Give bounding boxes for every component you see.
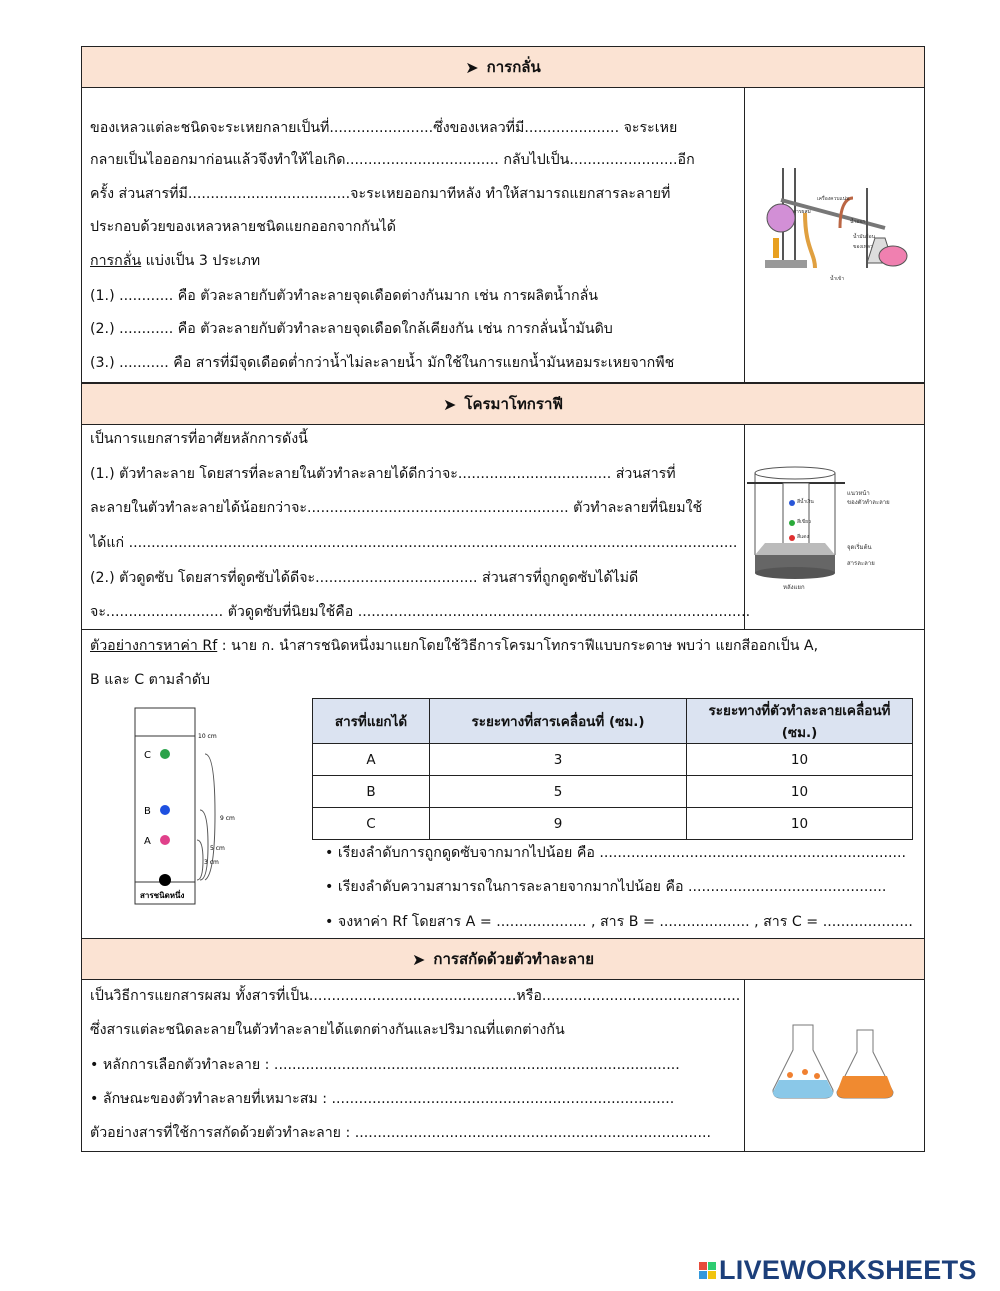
question-line: • จงหาค่า Rf โดยสาร A = .................... , สาร B = .................... , สาร C = .................... (325, 914, 913, 930)
spot-a (160, 835, 170, 845)
text-line: จะ.......................... ตัวดูดซับที่นิยมใช้คือ ....................................................................................... (90, 604, 751, 620)
section-header-extraction (81, 938, 925, 980)
extraction-box (81, 979, 925, 1152)
text-line: ซึ่งสารแต่ละชนิดละลายในตัวทำละลายได้แตกต่างกันและปริมาณที่แตกต่างกัน (90, 1022, 565, 1038)
chromatography-text (82, 425, 751, 629)
section-header-chromatography (81, 383, 925, 425)
distillation-heading: การกลั่น (486, 58, 541, 76)
svg-text:สีเขียว: สีเขียว (797, 519, 811, 525)
svg-text:จุดเริ่มต้น: จุดเริ่มต้น (847, 544, 872, 551)
svg-text:A: A (144, 836, 151, 847)
table-cell: C (313, 808, 430, 840)
logo-squares-icon (699, 1262, 716, 1279)
svg-text:สีแดง: สีแดง (797, 534, 809, 540)
logo-square (699, 1271, 707, 1279)
extraction-heading: การสกัดด้วยตัวทำละลาย (433, 950, 595, 968)
svg-text:เครื่องควบแน่น: เครื่องควบแน่น (817, 196, 850, 202)
logo-square (708, 1262, 716, 1270)
logo-square (708, 1271, 716, 1279)
rf-intro-line-2: B และ C ตามลำดับ (90, 672, 211, 688)
distillation-box (81, 87, 925, 383)
brand-name: LIVEWORKSHEETS (719, 1255, 977, 1285)
extraction-figure (745, 980, 924, 1151)
text-line: ได้แก่ ....................................................................................................................................... (90, 535, 738, 551)
table-cell: 10 (687, 808, 913, 840)
text-line: (1.) ตัวทำละลาย โดยสารที่ละลายในตัวทำละลายได้ดีกว่าจะ.................................. ส่วนสารที่ (90, 466, 676, 482)
arrow-icon: ➤ (443, 394, 457, 414)
svg-text:สีน้ำเงิน: สีน้ำเงิน (797, 499, 814, 505)
text-line: (2.) ตัวดูดซับ โดยสารที่ดูดซับได้ดีจะ.................................... ส่วนสารที่ถูกดูดซับได้ไม่ดี (90, 570, 639, 586)
liveworksheets-logo (699, 1255, 977, 1286)
svg-text:ของตัวทำละลาย: ของตัวทำละลาย (847, 499, 890, 506)
svg-text:10 cm: 10 cm (198, 733, 217, 740)
spot-b (160, 805, 170, 815)
table-row (313, 744, 913, 776)
table-row (313, 808, 913, 840)
svg-text:9 cm: 9 cm (220, 815, 235, 822)
distillation-text (82, 88, 745, 382)
rf-intro-line (90, 636, 818, 656)
paper-strip-figure (130, 704, 270, 914)
svg-text:แนวหน้า: แนวหน้า (847, 490, 870, 497)
svg-text:น้ำมันร้อน: น้ำมันร้อน (853, 234, 876, 240)
text-line: ตัวอย่างสารที่ใช้การสกัดด้วยตัวทำละลาย : ............................................................................... (90, 1125, 712, 1141)
rf-table (312, 698, 913, 840)
svg-text:3 cm: 3 cm (204, 859, 219, 866)
spot-c (160, 749, 170, 759)
table-header: สารที่แยกได้ (313, 699, 430, 744)
table-header: ระยะทางที่ตัวทำละลายเคลื่อนที่ (ซม.) (687, 699, 913, 744)
svg-text:น้ำเข้า: น้ำเข้า (830, 276, 845, 282)
type-item: (2.) ............ คือ ตัวละลายกับตัวทำละลายจุดเดือดใกล้เคียงกัน เช่น การกลั่นน้ำมันดิบ (90, 321, 613, 337)
svg-text:สารผสม: สารผสม (793, 209, 811, 215)
question-line: • เรียงลำดับการถูกดูดซับจากมากไปน้อย คือ .................................................................... (325, 845, 907, 861)
section-header-distillation (81, 46, 925, 88)
distillation-figure (745, 88, 924, 382)
text-line: ประกอบด้วยของเหลวหลายชนิดแยกออกจากกันได้ (90, 219, 396, 235)
text-line: ครั้ง ส่วนสารที่มี....................................จะระเหยออกมาทีหลัง ทำให้สามารถแยกสารละลายที่ (90, 186, 671, 202)
type-item: (1.) ............ คือ ตัวละลายกับตัวทำละลายจุดเดือดต่างกันมาก เช่น การผลิตน้ำกลั่น (90, 288, 598, 304)
type-item: (3.) ........... คือ สารที่มีจุดเดือดต่ำกว่าน้ำไม่ละลายน้ำ มักใช้ในการแยกน้ำมันหอมระเหยจากพืช (90, 355, 675, 371)
table-cell: 3 (430, 744, 687, 776)
table-header: ระยะทางที่สารเคลื่อนที่ (ซม.) (430, 699, 687, 744)
question-line: • เรียงลำดับความสามารถในการละลายจากมากไปน้อย คือ ............................................ (325, 879, 887, 895)
text-line: • ลักษณะของตัวทำละลายที่เหมาะสม : ............................................................................ (90, 1091, 675, 1107)
chromatography-box (81, 424, 925, 630)
flask-extraction-icon (745, 980, 923, 1151)
distillation-apparatus-icon (745, 88, 923, 382)
chromatography-apparatus-icon (745, 425, 923, 629)
arrow-icon: ➤ (411, 949, 426, 969)
svg-text:น้ำออก: น้ำออก (850, 219, 866, 225)
text-line: ละลายในตัวทำละลายได้น้อยกว่าจะ.......................................................... ตัวทำละลายที่นิยมใช้ (90, 500, 703, 516)
table-header-row (313, 699, 913, 744)
text-line: กลายเป็นไอออกมาก่อนแล้วจึงทำให้ไอเกิด.................................. กลับไปเป็น........................อีก (90, 152, 695, 168)
chromatography-heading: โครมาโทกราฟี (464, 395, 563, 413)
arrow-icon: ➤ (465, 57, 479, 77)
svg-text:สารละลาย: สารละลาย (847, 560, 875, 567)
table-cell: 5 (430, 776, 687, 808)
table-cell: 10 (687, 776, 913, 808)
extraction-text (82, 980, 745, 1151)
rf-intro-rest: : นาย ก. นำสารชนิดหนึ่งมาแยกโดยใช้วิธีการโครมาโทกราฟีแบบกระดาษ พบว่า แยกสีออกเป็น A, (217, 638, 819, 654)
table-cell: 10 (687, 744, 913, 776)
rf-example-box (81, 629, 925, 939)
svg-text:C: C (144, 750, 151, 761)
svg-text:5 cm: 5 cm (210, 845, 225, 852)
text-line: ของเหลวแต่ละชนิดจะระเหยกลายเป็นที่.......................ซึ่งของเหลวที่มี..................... จะระเหย (90, 120, 678, 136)
table-row (313, 776, 913, 808)
text-line: เป็นวิธีการแยกสารผสม ทั้งสารที่เป็น..............................................หรือ............................................ (90, 988, 741, 1004)
svg-text:ของเหลว: ของเหลว (853, 244, 873, 250)
logo-square (699, 1262, 707, 1270)
rf-example-label: ตัวอย่างการหาค่า Rf (90, 638, 218, 654)
chromatography-figure (745, 425, 924, 629)
table-cell: B (313, 776, 430, 808)
types-rest: แบ่งเป็น 3 ประเภท (141, 253, 261, 269)
table-cell: A (313, 744, 430, 776)
text-line: เป็นการแยกสารที่อาศัยหลักการดังนี้ (90, 431, 308, 447)
types-label: การกลั่น (90, 253, 142, 269)
text-line: • หลักการเลือกตัวทำละลาย : .......................................................................................... (90, 1057, 680, 1073)
types-line (90, 251, 260, 271)
origin-spot (159, 874, 171, 886)
svg-text:สารชนิดหนึ่ง: สารชนิดหนึ่ง (140, 891, 185, 900)
table-cell: 9 (430, 808, 687, 840)
svg-text:หลังแยก: หลังแยก (783, 584, 805, 591)
svg-text:B: B (144, 806, 151, 817)
